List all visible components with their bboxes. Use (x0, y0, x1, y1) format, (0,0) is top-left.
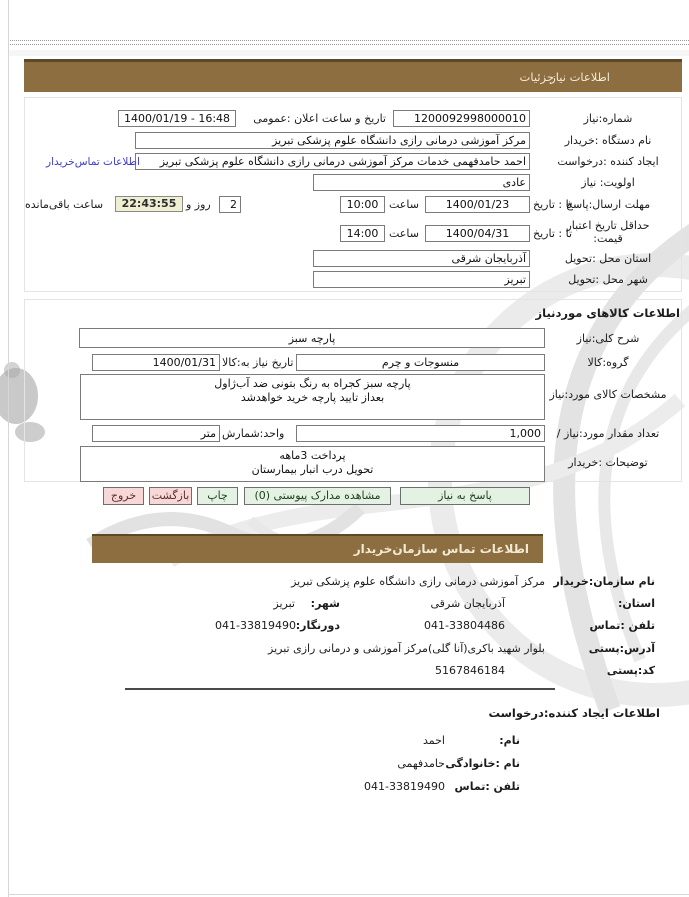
goods-need-date-input[interactable]: 1400/01/31 (92, 354, 220, 371)
postal-code-label: کد:پستی (606, 664, 655, 677)
priority-input[interactable]: عادی (313, 174, 530, 191)
top-dotted-line-2 (10, 44, 689, 45)
buyer-notes-textarea[interactable] (80, 446, 545, 482)
bottom-border-line (8, 894, 689, 895)
remaining-days-input: 2 (219, 196, 241, 213)
last-name-label: نام :خانوادگی (445, 757, 520, 770)
view-attachments-button[interactable]: مشاهده مدارک پیوستی (0) (244, 487, 391, 505)
request-creator-input[interactable]: احمد حامدفهمی خدمات مرکز آموزشی درمانی رازی دانشگاه علوم پزشکی تبریز (135, 153, 530, 170)
days-and-label: روز و (186, 198, 211, 211)
goods-need-date-label: تاریخ نیاز به:کالا (222, 356, 294, 369)
price-validity-time-input[interactable]: 14:00 (340, 225, 385, 242)
print-button[interactable]: چاپ (197, 487, 238, 505)
goods-specs-line1: پارچه سبز کجراه به رنگ بتونی ضد آب‌ژاول (214, 377, 411, 390)
response-deadline-date-input[interactable]: 1400/01/23 (425, 196, 530, 213)
validity-hour-label: ساعت (389, 227, 419, 240)
postal-code-value: 5167846184 (435, 664, 505, 677)
until-date-label: تا : تاریخ (533, 198, 572, 211)
price-validity-label-line2: قیمت: (593, 232, 623, 245)
left-border-line (8, 0, 9, 897)
countdown-timer: 22:43:55 (115, 196, 183, 212)
hours-remaining-label: ساعت باقی‌مانده (25, 198, 104, 211)
goods-description-input[interactable]: پارچه سبز (79, 328, 545, 348)
announce-datetime-label: تاریخ و ساعت اعلان :عمومی (253, 112, 386, 125)
phone-value: 041-33804486 (424, 619, 505, 632)
goods-specs-line2: بعداز تایید پارچه خرید خواهدشد (240, 391, 385, 404)
response-hour-label: ساعت (389, 198, 419, 211)
first-name-value: احمد (423, 734, 445, 747)
validity-until-date-label: تا : تاریخ (533, 227, 572, 240)
section-divider (125, 688, 555, 690)
goods-group-input[interactable]: منسوجات و چرم (296, 354, 545, 371)
goods-section-header: اطلاعات کالاهای موردنیاز (535, 306, 680, 320)
top-dotted-line-1 (10, 40, 689, 41)
need-number-input[interactable]: 1200092998000010 (393, 110, 530, 127)
goods-quantity-label: تعداد مقدار مورد:نیاز / (556, 427, 660, 440)
tab-need-info[interactable]: اطلاعات نیاز (550, 70, 610, 84)
price-validity-label-line1: حداقل تاریخ اعتبار (566, 219, 650, 232)
goods-quantity-input[interactable]: 1,000 (296, 425, 545, 442)
creator-info-header: اطلاعات ایجاد کننده:درخواست (488, 706, 660, 720)
buyer-contact-header: اطلاعات تماس سازمان‌خریدار (353, 542, 529, 556)
fax-value: 041-33819490 (215, 619, 296, 632)
org-name-label: نام سازمان:خریدار (553, 575, 655, 588)
buyer-org-label: نام دستگاه :خریدار (564, 134, 652, 147)
delivery-province-label: استان محل :تحویل (564, 252, 652, 265)
priority-label: اولویت: نیاز (581, 176, 635, 189)
city-value: تبریز (273, 597, 295, 610)
reply-to-need-button[interactable]: پاسخ به نیاز (400, 487, 530, 505)
delivery-city-input[interactable]: تبریز (313, 271, 530, 288)
buyer-org-input[interactable]: مرکز آموزشی درمانی رازی دانشگاه علوم پزشکی تبریز (135, 132, 530, 149)
exit-button[interactable]: خروج (103, 487, 144, 505)
goods-specs-label: مشخصات کالای مورد:نیاز (549, 388, 667, 401)
goods-specs-textarea[interactable] (80, 374, 545, 420)
announce-datetime-input[interactable]: 1400/01/19 - 16:48 (118, 110, 236, 127)
buyer-notes-line1: پرداخت 3ماهه (279, 449, 346, 462)
response-time-input[interactable]: 10:00 (340, 196, 385, 213)
phone-label: تلفن :تماس (589, 619, 655, 632)
delivery-province-input[interactable]: آذربایجان شرقی (313, 250, 530, 267)
buyer-contact-bar (92, 534, 543, 563)
goods-unit-label: واحد:شمارش (222, 427, 285, 440)
goods-description-label: شرح کلی:نیاز (576, 332, 640, 345)
buyer-contact-link[interactable]: اطلاعات تماس‌خریدار (46, 156, 140, 168)
price-validity-date-input[interactable]: 1400/04/31 (425, 225, 530, 242)
tab-details[interactable]: جزئیات (519, 70, 554, 84)
first-name-label: نام: (499, 734, 520, 747)
response-deadline-label: مهلت ارسال:پاسخ (565, 198, 651, 211)
buyer-notes-line2: تحویل درب انبار بیمارستان (251, 463, 374, 476)
goods-unit-input[interactable]: متر (92, 425, 220, 442)
org-name-value: مرکز آموزشی درمانی رازی دانشگاه علوم پزشکی تبریز (291, 575, 545, 588)
goods-group-label: گروه:کالا (587, 356, 629, 369)
header-strip (9, 50, 689, 56)
address-label: آدرس:پستی (588, 642, 655, 655)
last-name-value: حامدفهمی (397, 757, 445, 770)
address-value: بلوار شهید باکری(آنا گلی)مرکز آموزشی و درمانی رازی تبریز (268, 642, 545, 655)
request-creator-label: ایجاد کننده :درخواست (557, 155, 659, 168)
creator-phone-value: 041-33819490 (364, 780, 445, 793)
menubar (24, 59, 682, 92)
creator-phone-label: تلفن :تماس (454, 780, 520, 793)
city-label: شهر: (310, 597, 340, 610)
province-label: استان: (618, 597, 655, 610)
province-value: آذربایجان شرقی (430, 597, 505, 610)
delivery-city-label: شهر محل :تحویل (568, 273, 648, 286)
fax-label: دورنگار: (295, 619, 340, 632)
back-button[interactable]: بازگشت (149, 487, 192, 505)
need-number-label: شماره:نیاز (583, 112, 633, 125)
buyer-notes-label: توضیحات :خریدار (568, 456, 648, 469)
